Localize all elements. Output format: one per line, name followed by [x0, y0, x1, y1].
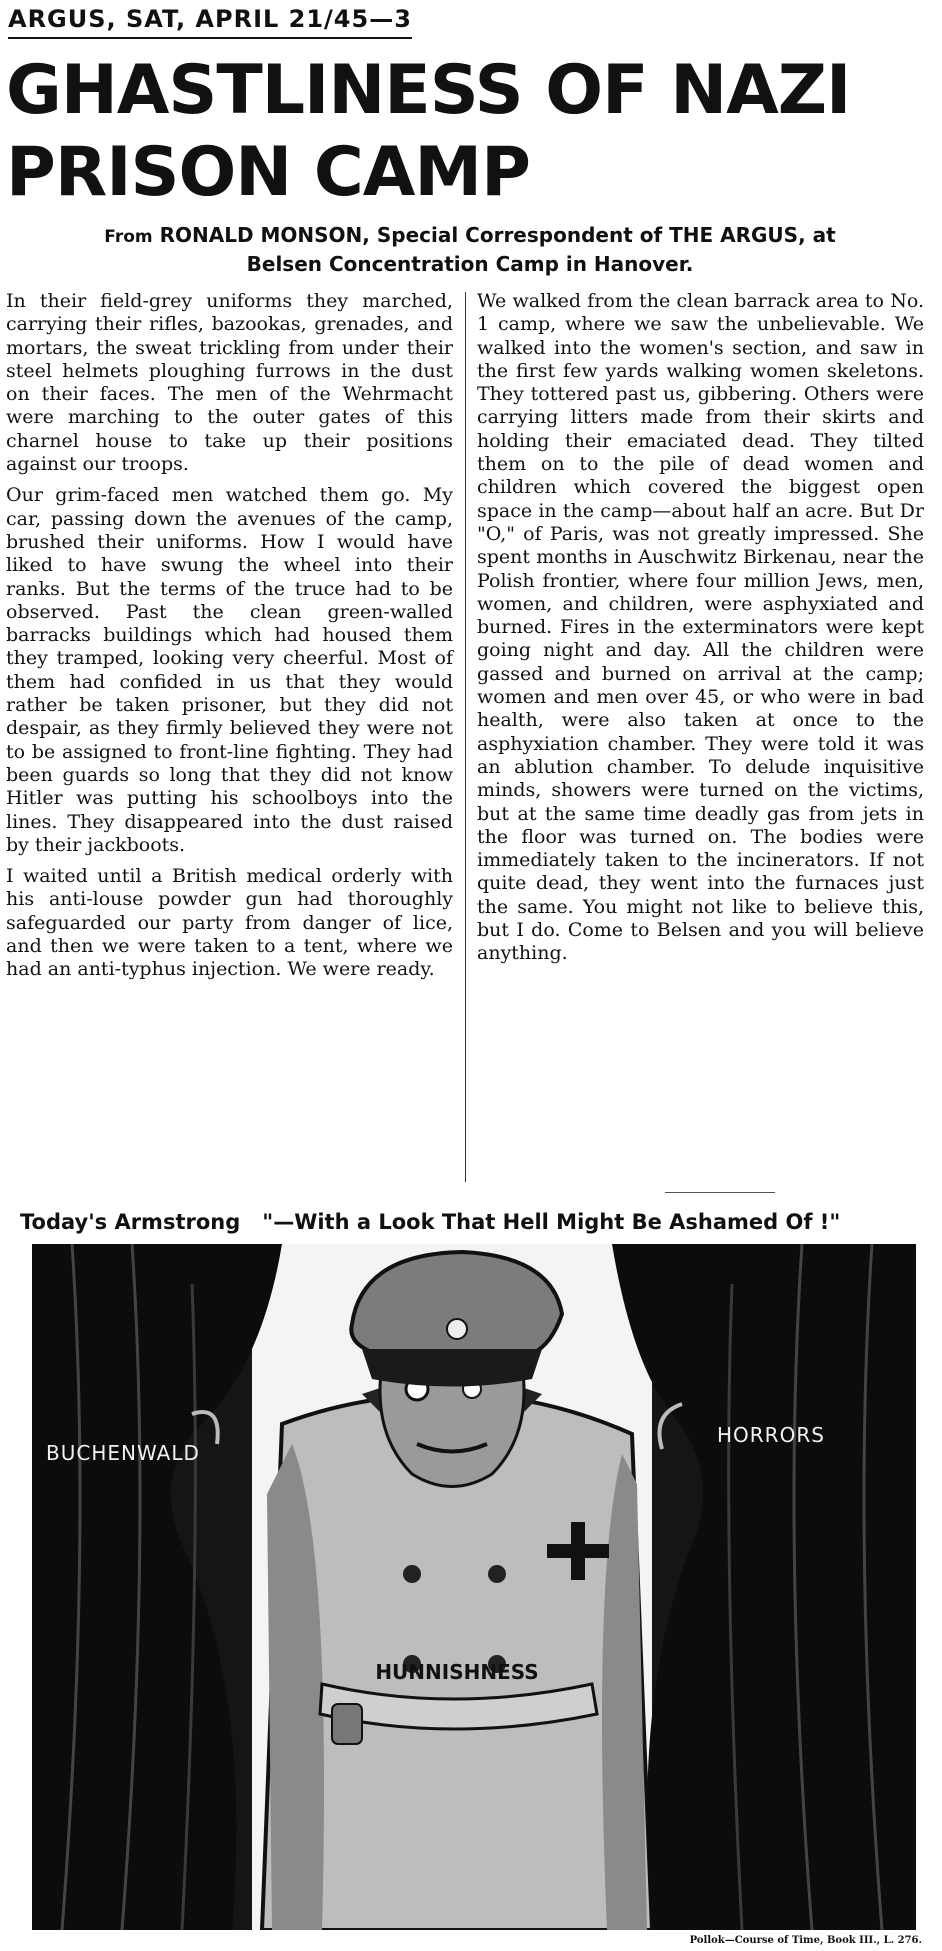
cartoon-caption-series: Today's Armstrong	[20, 1210, 241, 1234]
cartoon-credit: Pollok—Course of Time, Book III., L. 276.	[689, 1935, 922, 1946]
holster-icon	[332, 1704, 362, 1744]
headline-line-1: GHASTLINESS OF NAZI	[6, 51, 851, 130]
cartoon-illustration	[32, 1244, 916, 1930]
dateline: ARGUS, SAT, APRIL 21/45—3	[8, 2, 412, 39]
headline	[6, 50, 936, 214]
byline-from: From	[104, 227, 153, 247]
headline-line-2: PRISON CAMP	[6, 133, 530, 212]
byline-line-1	[20, 222, 920, 251]
column-divider	[465, 292, 466, 1182]
byline-line-2: Belsen Concentration Camp in Hanover.	[246, 252, 694, 276]
cartoon-caption	[20, 1205, 920, 1239]
swastika-badge-icon	[447, 1319, 467, 1339]
article-paragraph: We walked from the clean barrack area to No. 1 camp, where we saw the unbelievable. We walked into the women's section, and saw in the first few yards walking women skeletons. They tottered past us, gibbering. Others were carrying litters made from their skirts and holding their emaciated dead. They tilted them on to the pile of dead women and children which covered the biggest open space in the camp—about half an acre. But Dr "O," of Paris, was not greatly impressed. She spent months in Auschwitz Birkenau, near the Polish frontier, where four million Jews, men, women, and children, were asphyxiated and burned. Fires in the exterminators were kept going night and day. All the children were gassed and burned on arrival at the camp; women and men over 45, or who were in bad health, were also taken at once to the asphyxiation chamber. They were told it was an ablution chamber. To delude inquisitive minds, showers were turned on the victims, but at the same time deadly gas from jets in the floor was turned on. The bodies were immediately taken to the incinerators. If not quite dead, they went into the furnaces just the same. You might not like to believe this, but I do. Come to Belsen and you will believe anything.	[477, 290, 924, 965]
article-paragraph: In their field-grey uniforms they marched, carrying their rifles, bazookas, grenades, and mortars, the sweat trickling from under their steel helmets ploughing furrows in the dust on their faces. The men of the Wehrmacht were marching to the outer gates of this charnel house to take up their positions against our troops.	[6, 290, 453, 476]
curtain-label-left: BUCHENWALD	[46, 1441, 200, 1465]
belt-label: HUNNISHNESS	[375, 1660, 539, 1684]
end-rule	[665, 1192, 775, 1193]
cartoon-caption-title: "—With a Look That Hell Might Be Ashamed Of !"	[262, 1210, 841, 1234]
article-paragraph: Our grim-faced men watched them go. My car, passing down the avenues of the camp, brushed their uniforms. How I would have liked to have swung the wheel into their ranks. But the terms of the truce had to be observed. Past the clean green-walled barracks buildings which had housed them they tramped, looking very cheerful. Most of them had confided in us that they would rather be taken prisoner, but they did not despair, as they firmly believed they were not to be assigned to front-line fighting. They had been guards so long that they did not know Hitler was putting his schoolboys into the lines. They disappeared into the dust raised by their jackboots.	[6, 484, 453, 856]
article-paragraph: I waited until a British medical orderly with his anti-louse powder gun had thoroughly safeguarded our party from danger of lice, and then we were taken to a tent, where we had an anti-typhus injection. We were ready.	[6, 865, 453, 981]
article-column-right	[477, 290, 924, 974]
article-column-left	[6, 290, 453, 990]
byline	[20, 222, 920, 278]
curtain-label-right: HORRORS	[717, 1423, 825, 1447]
byline-correspondent: RONALD MONSON, Special Correspondent of THE ARGUS, at	[159, 223, 836, 247]
